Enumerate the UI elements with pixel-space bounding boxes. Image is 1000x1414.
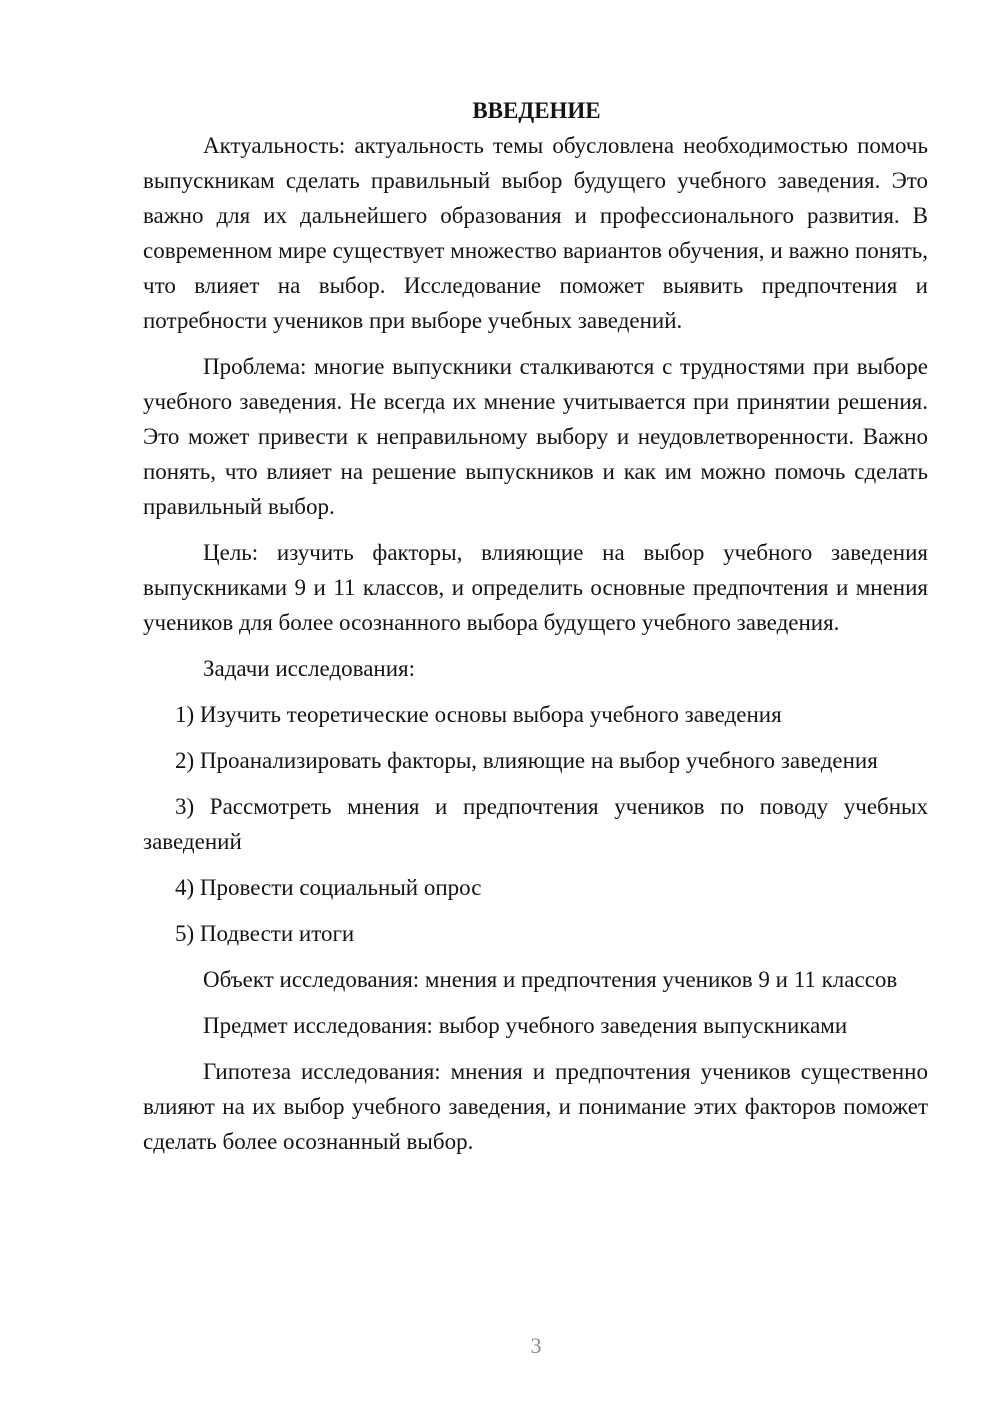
task-item-1: 1) Изучить теоретические основы выбора учебного заведения — [175, 702, 782, 727]
hypothesis-paragraph: Гипотеза исследования: мнения и предпочтения учеников существенно влияют на их выбор учебного заведения, и понимание этих факторов поможет сделать более осознанный выбор. — [143, 1059, 928, 1154]
task-item-5: 5) Подвести итоги — [175, 921, 355, 946]
problem-paragraph: Проблема: многие выпускники сталкиваются с трудностями при выборе учебного заведения. Не всегда их мнение учитывается при принятии решения. Это может привести к неправильному выбору и неудовлетворенности. Важно понять, что влияет на решение выпускников и как им можно помочь сделать правильный выбор. — [143, 354, 928, 519]
goal-paragraph: Цель: изучить факторы, влияющие на выбор учебного заведения выпускниками 9 и 11 классов, и определить основные предпочтения и мнения учеников для более осознанного выбора будущего учебного заведения. — [143, 540, 928, 635]
page-number: 3 — [530, 1333, 542, 1358]
task-item-4: 4) Провести социальный опрос — [175, 875, 482, 900]
subject-paragraph: Предмет исследования: выбор учебного заведения выпускниками — [203, 1013, 848, 1038]
object-paragraph: Объект исследования: мнения и предпочтения учеников 9 и 11 классов — [203, 967, 898, 992]
relevance-paragraph: Актуальность: актуальность темы обусловлена необходимостью помочь выпускникам сделать правильный выбор будущего учебного заведения. Это важно для их дальнейшего образования и профессионального развития. В современном мире существует множество вариантов обучения, и важно понять, что влияет на выбор. Исследование поможет выявить предпочтения и потребности учеников при выборе учебных заведений. — [143, 133, 928, 333]
page-title: ВВЕДЕНИЕ — [472, 98, 601, 123]
page-content — [143, 93, 928, 1170]
task-item-2: 2) Проанализировать факторы, влияющие на выбор учебного заведения — [175, 748, 878, 773]
task-item-3: 3) Рассмотреть мнения и предпочтения учеников по поводу учебных заведений — [143, 794, 928, 854]
tasks-heading: Задачи исследования: — [203, 656, 416, 681]
